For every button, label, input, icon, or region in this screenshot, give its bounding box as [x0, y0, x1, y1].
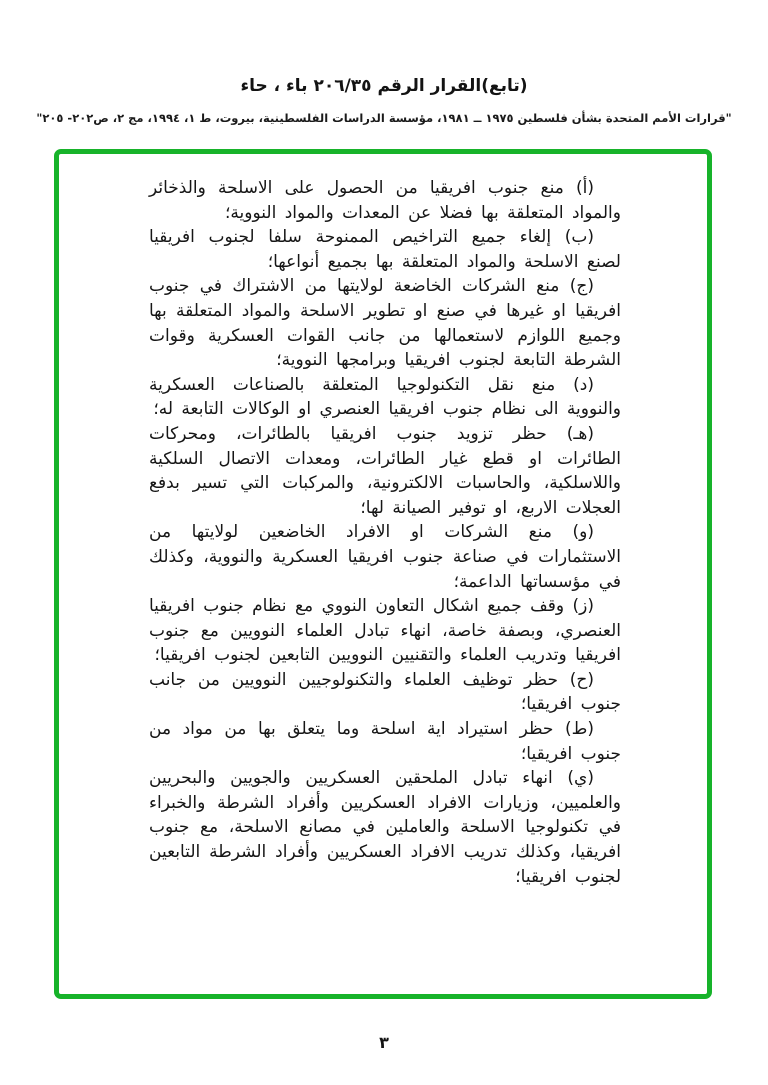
clause-paragraph [149, 176, 621, 225]
clause-text: حظر توظيف العلماء والتكنولوجيين النوويين من جانب جنوب افريقيا؛ [149, 669, 621, 715]
clause-paragraph [149, 225, 621, 274]
clause-marker: (د) [573, 374, 594, 395]
citation-line: "قرارات الأمم المتحدة بشأن فلسطين ١٩٧٥ ــ ١٩٨١، مؤسسة الدراسات الفلسطينية، بيروت، ط ١، ١٩٩٤، مج ٢، ص٢٠٢- ٢٠٥" [36, 111, 732, 125]
clause-marker: (ي) [567, 768, 594, 789]
clause-paragraph [149, 520, 621, 594]
page-title: (تابع)القرار الرقم ٢٠٦/٣٥ باء ، حاء [240, 76, 528, 96]
clause-marker: (و) [572, 522, 594, 543]
clause-paragraph [149, 766, 621, 889]
page-number: ٣ [379, 1033, 389, 1052]
clause-paragraph [149, 594, 621, 668]
clause-paragraph [149, 717, 621, 766]
clause-text: انهاء تبادل الملحقين العسكريين والجويين والبحريين والعلميين، وزيارات الافراد العسكريين وأفراد الشرطة والخبراء في تكنولوجيا الاسلحة والعاملين في مصانع الاسلحة، مع جنوب افريقيا، وكذلك تدريب الافراد العسكريين وأفراد الشرطة التابعين لجنوب افريقيا؛ [149, 768, 621, 887]
clause-marker: (هـ) [566, 423, 594, 444]
clause-text: إلغاء جميع التراخيص الممنوحة سلفا لجنوب افريقيا لصنع الاسلحة والمواد المتعلقة بها بجميع أنواعها؛ [149, 227, 621, 272]
clause-text: منع جنوب افريقيا من الحصول على الاسلحة والذخائر والمواد المتعلقة بها فضلا عن المعدات والمواد النووية؛ [149, 178, 621, 223]
clause-text: منع نقل التكنولوجيا المتعلقة بالصناعات العسكرية والنووية الى نظام جنوب افريقيا العنصري او الوكالات التابعة له؛ [149, 374, 621, 420]
clause-marker: (ز) [572, 596, 594, 617]
clause-paragraph [149, 668, 621, 717]
clause-paragraph [149, 373, 621, 422]
clause-text: وقف جميع اشكال التعاون النووي مع نظام جنوب افريقيا العنصري، وبصفة خاصة، انهاء تبادل العلماء النوويين مع جنوب افريقيا وتدريب العلماء والتقنيين النوويين التابعين لجنوب افريقيا؛ [149, 596, 621, 666]
clause-marker: (ب) [564, 227, 594, 248]
green-border-frame [54, 149, 712, 999]
clause-marker: (أ) [576, 178, 594, 198]
clause-text: حظر استيراد اية اسلحة وما يتعلق بها من مواد من جنوب افريقيا؛ [149, 719, 621, 764]
clause-text: منع الشركات الخاضعة لولايتها من الاشتراك في جنوب افريقيا او غيرها في صنع او تطوير الاسلحة والمواد المتعلقة بها وجميع اللوازم لاستعمالها من جانب القوات العسكرية وقوات الشرطة التابعة لجنوب افريقيا وبرامجها النووية؛ [149, 276, 621, 371]
clause-text: حظر تزويد جنوب افريقيا بالطائرات، ومحركات الطائرات او قطع غيار الطائرات، ومعدات الاتصال السلكية واللاسلكية، والحاسبات الالكترونية، والمركبات التي تسير بدفع العجلات الاربع، او توفير الصيانة لها؛ [149, 423, 621, 518]
clause-paragraph [149, 274, 621, 372]
clause-paragraph [149, 422, 621, 520]
clause-marker: (ح) [569, 669, 594, 690]
clause-text: منع الشركات او الافراد الخاضعين لولايتها من الاستثمارات في صناعة جنوب افريقيا العسكرية والنووية، وكذلك في مؤسساتها الداعمة؛ [149, 522, 621, 592]
clause-marker: (ط) [565, 719, 594, 740]
clause-marker: (ج) [569, 276, 594, 297]
clause-list [149, 176, 621, 889]
